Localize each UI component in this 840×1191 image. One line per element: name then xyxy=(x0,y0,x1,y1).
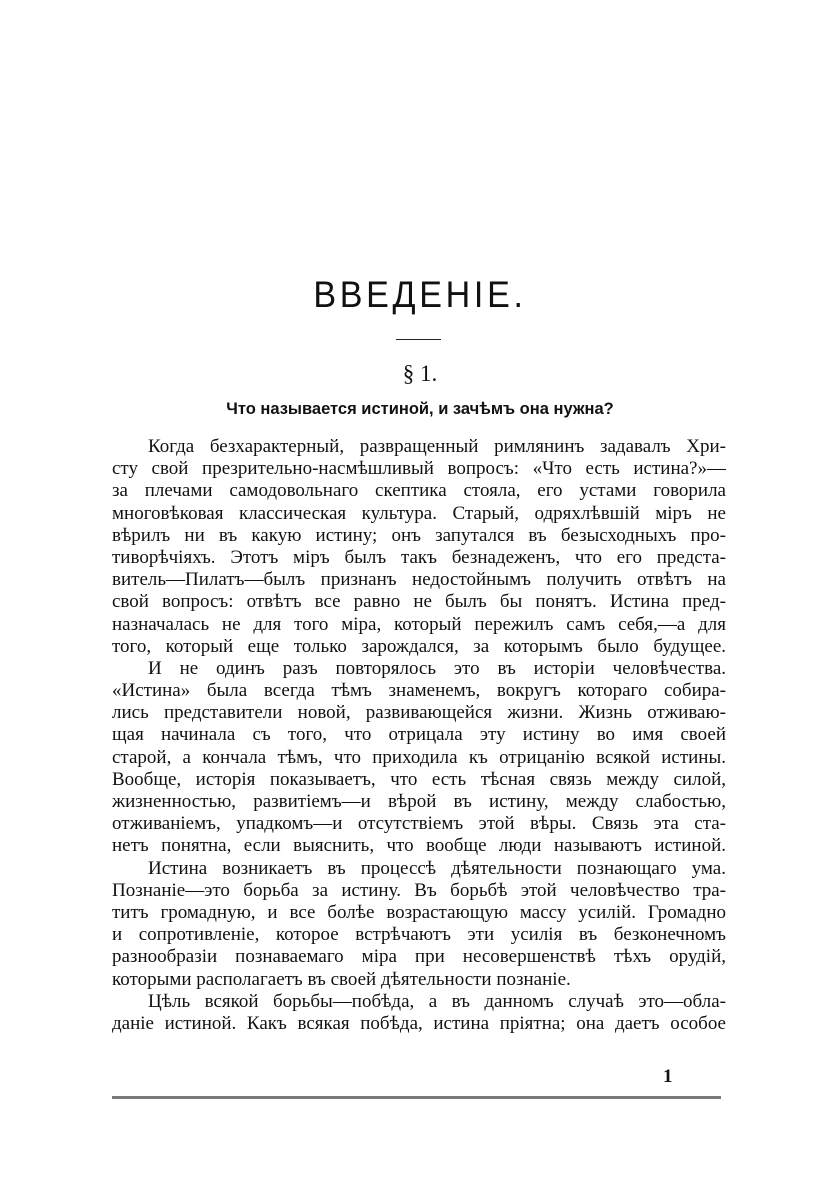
text-line: витель—Пилатъ—былъ признанъ недостойнымъ получить отвѣтъ на xyxy=(112,569,726,591)
chapter-title: ВВЕДЕНІЕ. xyxy=(313,274,527,315)
text-line: Когда безхарактерный, развращенный римлянинъ задавалъ Хри- xyxy=(148,436,726,457)
section-subtitle: Что называется истиной, и зачѣмъ она нужна? xyxy=(226,400,614,418)
text-line: нетъ понятна, если выяснить, что вообще люди называютъ истиной. xyxy=(112,835,726,857)
text-line: лись представители новой, развивающейся жизни. Жизнь отживаю- xyxy=(112,702,726,724)
section-number: § 1. xyxy=(402,361,438,386)
text-line: И не одинъ разъ повторялось это въ исторіи человѣчества. xyxy=(148,657,726,679)
text-line: старой, а кончала тѣмъ, что приходила къ отрицанію всякой истины. xyxy=(112,746,726,768)
text-line: и сопротивленіе, которое встрѣчаютъ эти усилія въ безконечномъ xyxy=(112,924,726,946)
text-line: вѣрилъ ни въ какую истину; онъ запутался въ безысходныхъ про- xyxy=(112,524,726,546)
text-line: Познаніе—это борьба за истину. Въ борьбѣ этой человѣчество тра- xyxy=(112,879,726,901)
text-line: сту свой презрительно-насмѣшливый вопросъ: «Что есть истина?»— xyxy=(112,458,726,480)
text-line: которыми располагаетъ въ своей дѣятельности познаніе. xyxy=(112,968,571,990)
text-line: титъ громадную, и все болѣе возрастающую массу усилій. Громадно xyxy=(112,901,726,923)
text-line: щая начинала съ того, что отрицала эту истину во имя своей xyxy=(112,724,726,746)
text-line: назначалась не для того міра, который пережилъ самъ себя,—а для xyxy=(112,613,726,635)
page-number: 1 xyxy=(663,1066,673,1087)
text-line: Истина возникаетъ въ процессѣ дѣятельности познающаго ума. xyxy=(148,857,726,879)
text-line: жизненностью, развитіемъ—и вѣрой въ истину, между слабостью, xyxy=(112,791,726,812)
text-line: за плечами самодовольнаго скептика стояла, его устами говорила xyxy=(112,480,726,502)
text-line: того, который еще только зарождался, за которымъ было будущее. xyxy=(112,635,726,657)
body-text xyxy=(112,436,726,1035)
text-line: даніе истиной. Какъ всякая побѣда, истина пріятна; она даетъ особое xyxy=(112,1012,726,1034)
text-line: тиворѣчіяхъ. Этотъ міръ былъ такъ безнадеженъ, что его предста- xyxy=(112,546,726,568)
text-line: многовѣковая классическая культура. Старый, одряхлѣвшій міръ не xyxy=(112,502,726,524)
title-divider xyxy=(396,339,441,340)
text-line: свой вопросъ: отвѣтъ все равно не былъ бы понятъ. Истина пред- xyxy=(112,591,726,613)
text-line: «Истина» была всегда тѣмъ знаменемъ, вокругъ котораго собира- xyxy=(112,680,726,702)
text-line: разнообразіи познаваемаго міра при несовершенствѣ тѣхъ орудій, xyxy=(112,946,726,968)
text-line: Вообще, исторія показываетъ, что есть тѣсная связь между силой, xyxy=(112,768,726,790)
text-line: Цѣль всякой борьбы—побѣда, а въ данномъ случаѣ это—обла- xyxy=(148,990,726,1012)
text-line: отживаніемъ, упадкомъ—и отсутствіемъ этой вѣры. Связь эта ста- xyxy=(112,813,726,835)
bottom-rule xyxy=(112,1096,721,1099)
